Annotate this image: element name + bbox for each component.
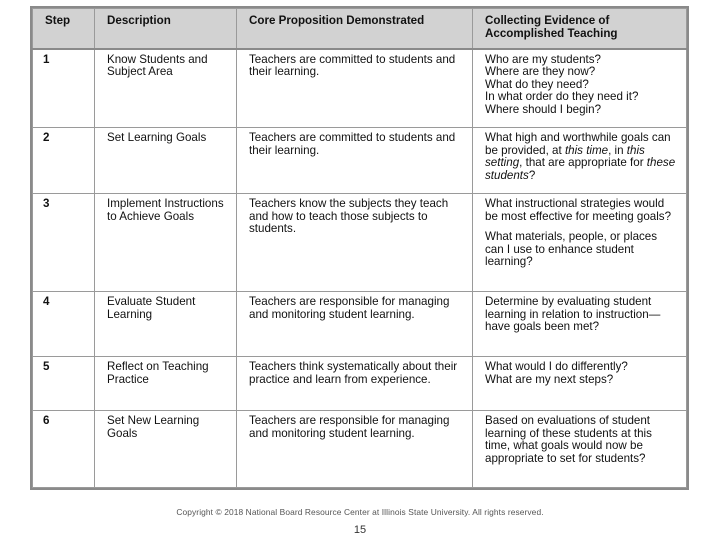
evidence-line: Where are they now? bbox=[485, 65, 596, 79]
evidence-block: What materials, people, or places can I use to enhance student learning? bbox=[485, 230, 658, 269]
evidence-emphasis: this setting bbox=[485, 143, 645, 170]
evidence-line: What are my next steps? bbox=[485, 372, 614, 386]
step-proposition: Teachers are committed to students and their learning. bbox=[237, 49, 473, 128]
evidence-line: In what order do they need it? bbox=[485, 90, 639, 104]
step-number: 6 bbox=[33, 411, 95, 488]
evidence-text: What high and worthwhile goals can be provided, at bbox=[485, 131, 671, 157]
step-description: Know Students and Subject Area bbox=[95, 49, 237, 128]
step-number: 4 bbox=[33, 292, 95, 357]
step-number: 5 bbox=[33, 357, 95, 411]
header-evidence: Collecting Evidence of Accomplished Teaching bbox=[473, 9, 687, 49]
evidence-line: Where should I begin? bbox=[485, 102, 602, 116]
evidence-text: ? bbox=[528, 168, 536, 182]
step-description: Implement Instructions to Achieve Goals bbox=[95, 194, 237, 292]
step-description: Set New Learning Goals bbox=[95, 411, 237, 488]
step-evidence bbox=[473, 194, 687, 292]
copyright-footer: Copyright © 2018 National Board Resource Center at Illinois State University. All rights reserved. bbox=[176, 507, 544, 517]
step-number: 1 bbox=[33, 49, 95, 128]
evidence-line: What would I do differently? bbox=[485, 360, 628, 373]
step-number: 3 bbox=[33, 194, 95, 292]
evidence-block: What instructional strategies would be most effective for meeting goals? bbox=[485, 197, 672, 223]
table-row bbox=[33, 194, 687, 292]
step-evidence bbox=[473, 128, 687, 194]
step-proposition: Teachers know the subjects they teach and how to teach those subjects to students. bbox=[237, 194, 473, 292]
table-row bbox=[33, 292, 687, 357]
step-evidence bbox=[473, 49, 687, 128]
step-proposition: Teachers are responsible for managing and monitoring student learning. bbox=[237, 411, 473, 488]
step-proposition: Teachers are committed to students and their learning. bbox=[237, 128, 473, 194]
steps-table-container bbox=[30, 6, 689, 490]
table-row bbox=[33, 411, 687, 488]
header-description: Description bbox=[95, 9, 237, 49]
table-row bbox=[33, 357, 687, 411]
evidence-emphasis: these students bbox=[485, 156, 676, 182]
step-description: Set Learning Goals bbox=[95, 128, 237, 194]
step-evidence: Based on evaluations of student learning of these students at this time, what goals would now be appropriate to set for students? bbox=[473, 411, 687, 488]
evidence-emphasis: this time bbox=[564, 143, 609, 157]
header-proposition: Core Proposition Demonstrated bbox=[237, 9, 473, 49]
page-number: 15 bbox=[353, 524, 367, 536]
step-evidence: Determine by evaluating student learning in relation to instruction—have goals been met? bbox=[473, 292, 687, 357]
evidence-text: , in bbox=[608, 143, 627, 157]
evidence-text: , that are appropriate for bbox=[519, 156, 647, 170]
table-row bbox=[33, 128, 687, 194]
step-number: 2 bbox=[33, 128, 95, 194]
step-evidence bbox=[473, 357, 687, 411]
table-row bbox=[33, 49, 687, 128]
steps-table bbox=[32, 8, 687, 488]
evidence-line: What do they need? bbox=[485, 77, 589, 91]
step-description: Evaluate Student Learning bbox=[95, 292, 237, 357]
step-description: Reflect on Teaching Practice bbox=[95, 357, 237, 411]
evidence-line: Who are my students? bbox=[485, 52, 601, 66]
step-proposition: Teachers are responsible for managing and monitoring student learning. bbox=[237, 292, 473, 357]
step-proposition: Teachers think systematically about their practice and learn from experience. bbox=[237, 357, 473, 411]
table-header-row bbox=[33, 9, 687, 49]
header-step: Step bbox=[33, 9, 95, 49]
